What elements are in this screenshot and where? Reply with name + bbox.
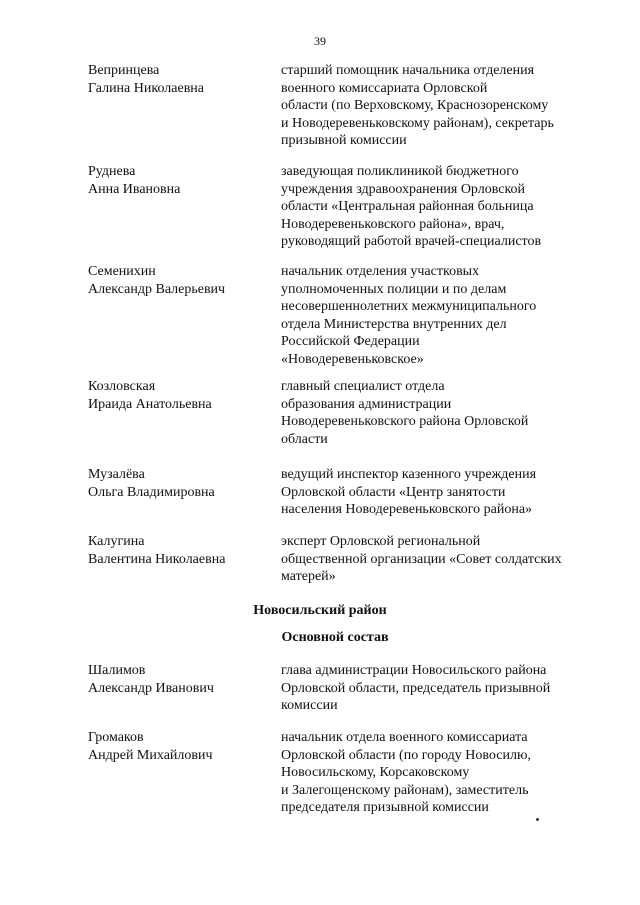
composition-heading: Основной состав bbox=[281, 630, 389, 645]
member-role: старший помощник начальника отделения военного комиссариата Орловской области (по Верховскому, Краснозоренскому и Новодеревеньковскому районам), секретарь призывной комиссии bbox=[281, 63, 554, 148]
member-name: Калугина Валентина Николаевна bbox=[88, 534, 226, 567]
member-name: Козловская Ираида Анатольевна bbox=[88, 379, 212, 412]
member-role: начальник отделения участковых уполномоченных полиции и по делам несовершеннолетних межмуниципального отдела Министерства внутренних дел Российской Федерации «Новодеревеньковское» bbox=[281, 264, 537, 367]
district-heading: Новосильский район bbox=[253, 603, 387, 618]
member-name: Громаков Андрей Михайлович bbox=[88, 730, 213, 763]
page-number: 39 bbox=[314, 34, 326, 48]
member-role: главный специалист отдела образования администрации Новодеревеньковского района Орловской области bbox=[281, 379, 529, 447]
member-role: начальник отдела военного комиссариата Орловской области (по городу Новосилю, Новосильскому, Корсаковскому и Залегощенскому районам), заместитель председателя призывной комиссии bbox=[281, 730, 531, 815]
member-name: Шалимов Александр Иванович bbox=[88, 663, 214, 696]
member-name: Руднева Анна Ивановна bbox=[88, 164, 181, 197]
member-role: заведующая поликлиникой бюджетного учреждения здравоохранения Орловской области «Центральная районная больница Новодеревеньковского района», врач, руководящий работой врачей-специалистов bbox=[281, 164, 542, 249]
member-name: Вепринцева Галина Николаевна bbox=[88, 63, 205, 96]
scan-speck bbox=[536, 818, 539, 821]
member-role: ведущий инспектор казенного учреждения Орловской области «Центр занятости населения Новодеревеньковского района» bbox=[281, 467, 537, 517]
member-role: глава администрации Новосильского района Орловской области, председатель призывной комиссии bbox=[281, 663, 551, 713]
member-name: Музалёва Ольга Владимировна bbox=[88, 467, 215, 500]
member-name: Семенихин Александр Валерьевич bbox=[88, 264, 226, 297]
member-role: эксперт Орловской региональной общественной организации «Совет солдатских матерей» bbox=[281, 534, 562, 584]
